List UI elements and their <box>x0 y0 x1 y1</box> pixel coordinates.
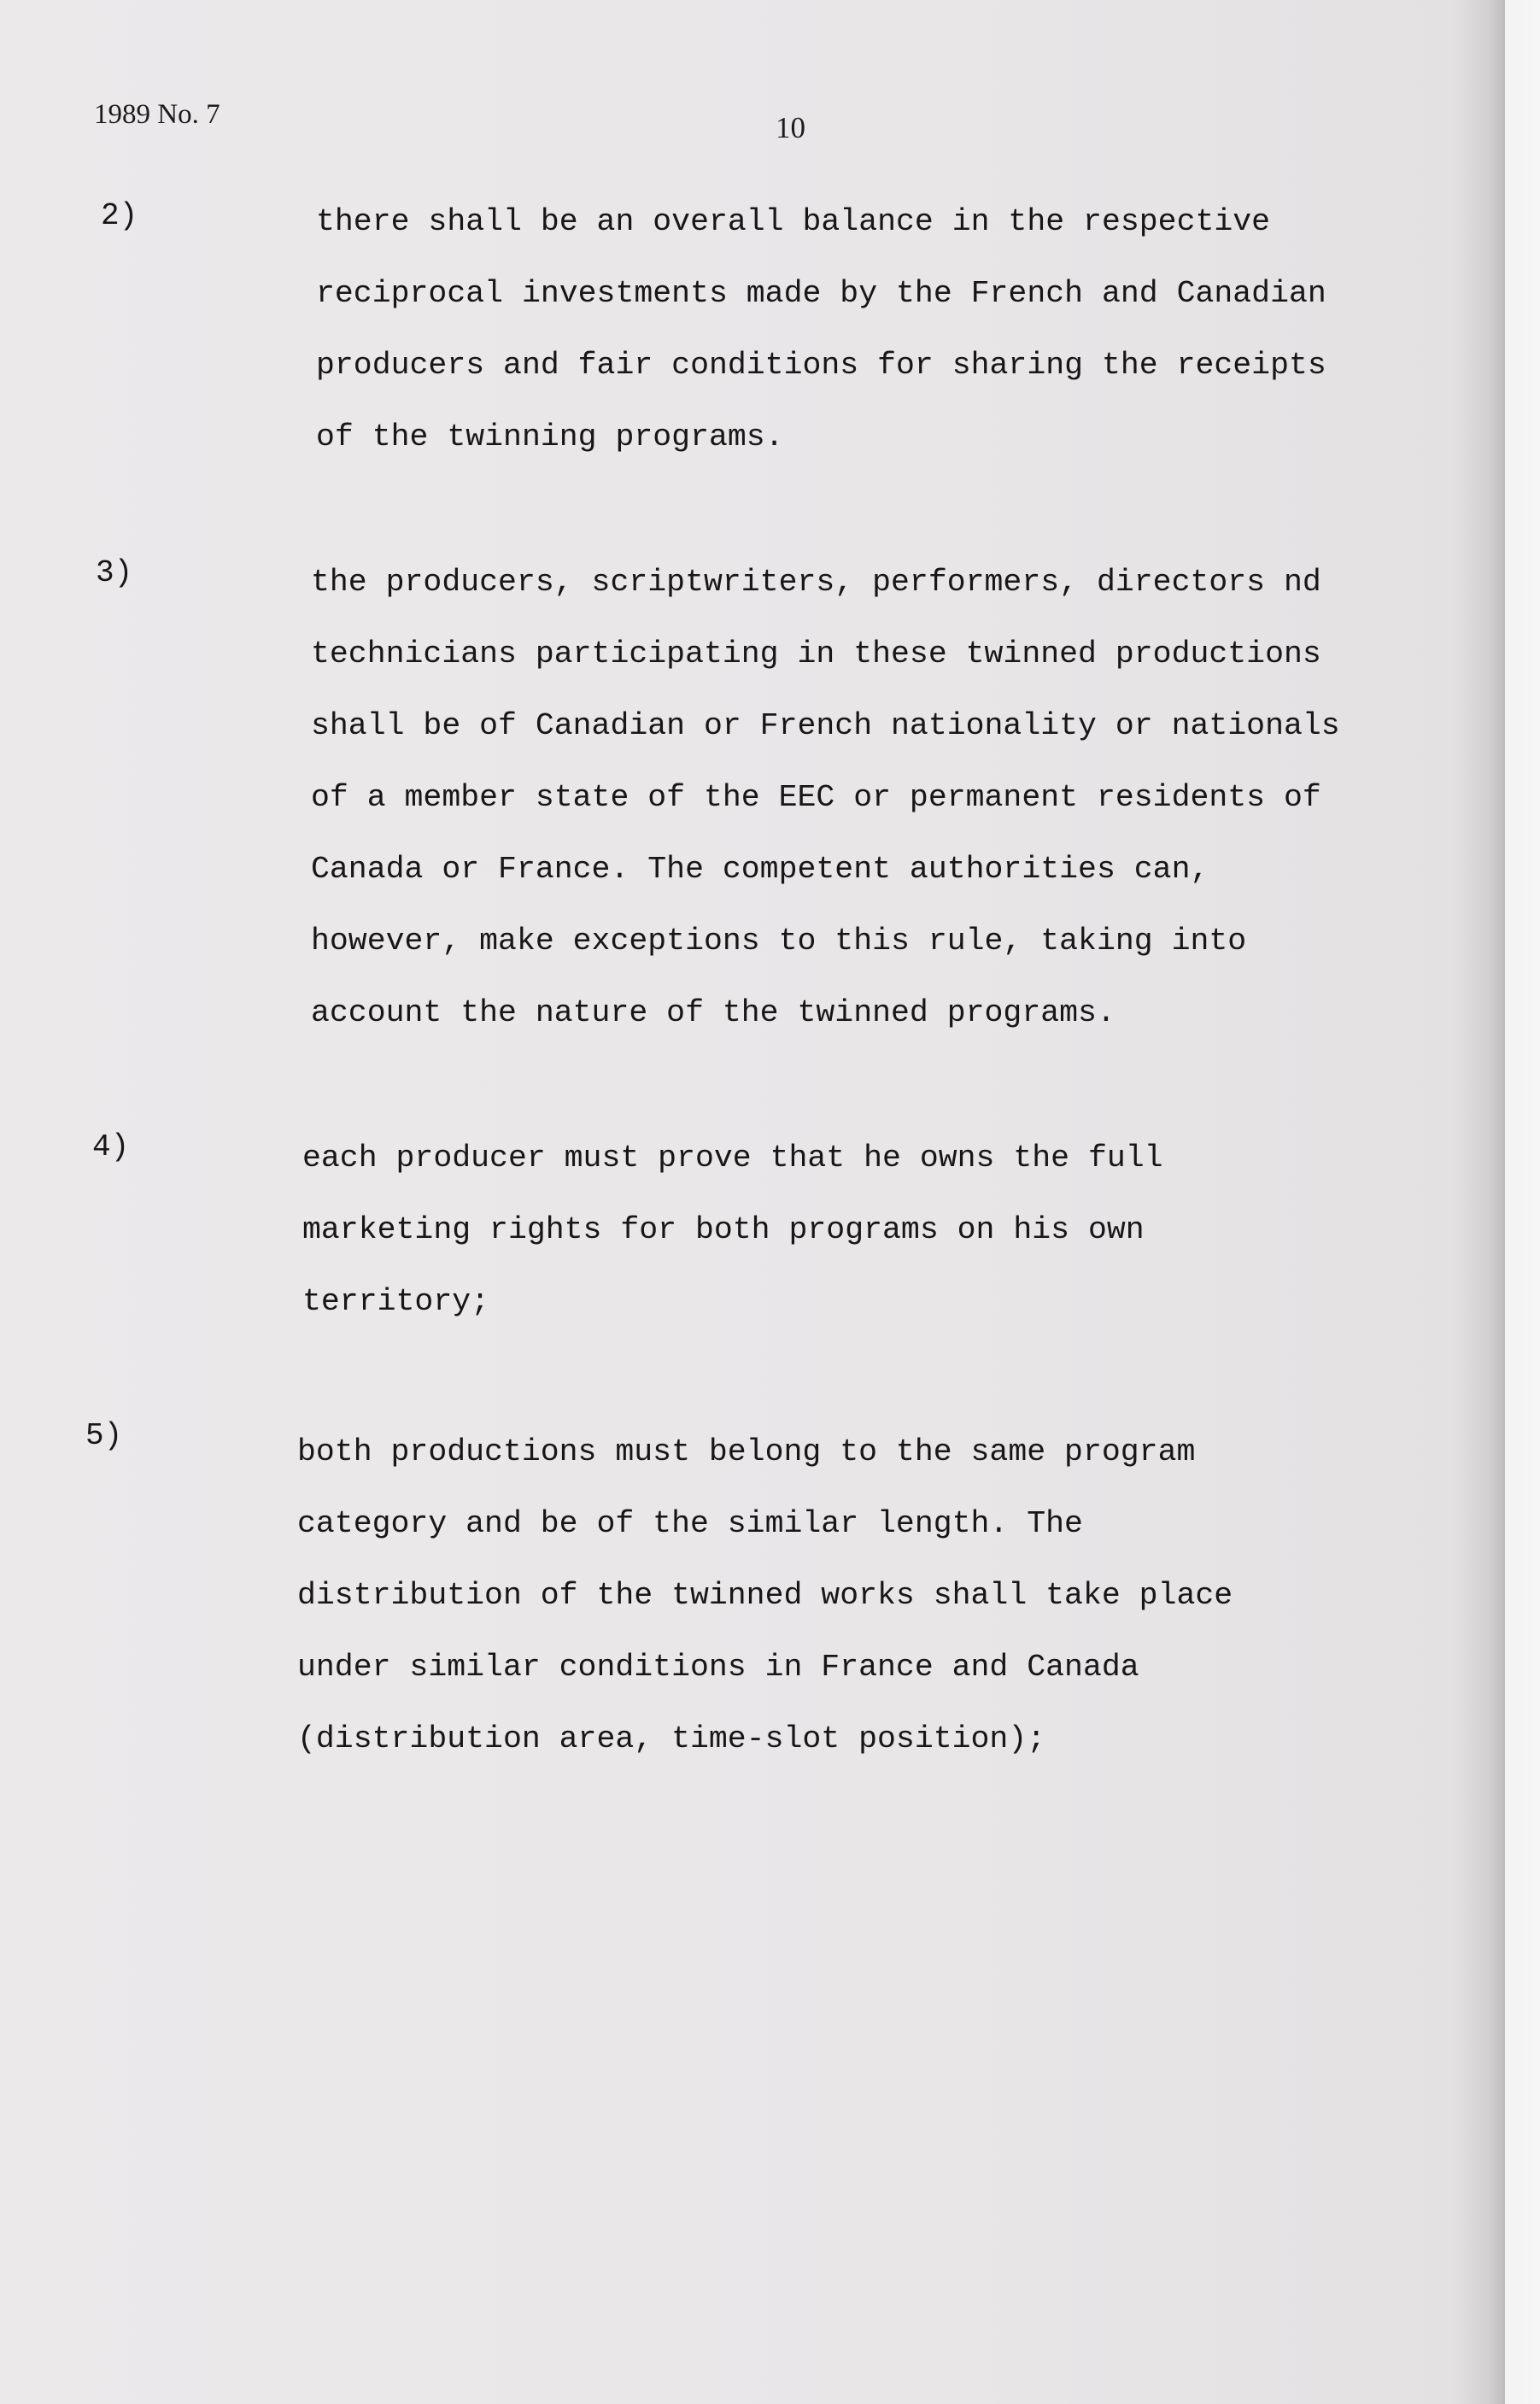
page-number: 10 <box>776 111 805 144</box>
item-paragraph <box>311 547 1340 1049</box>
paragraph-line: (distribution area, time-slot position); <box>297 1721 1046 1756</box>
paragraph-line: Canada or France. The competent authorities can, <box>311 852 1209 887</box>
paragraph-line: marketing rights for both programs on his own <box>302 1212 1145 1247</box>
item-number: 2) <box>101 198 138 233</box>
item-number: 5) <box>85 1418 123 1453</box>
binding-shadow <box>1452 0 1503 2404</box>
item-paragraph <box>297 1416 1233 1775</box>
item-number: 3) <box>96 555 133 590</box>
paragraph-line: producers and fair conditions for sharing the receipts <box>316 348 1326 383</box>
paragraph-line: of a member state of the EEC or permanent residents of <box>311 780 1321 815</box>
paragraph-line: of the twinning programs. <box>316 419 784 454</box>
item-number: 4) <box>92 1129 130 1164</box>
item-paragraph <box>302 1123 1163 1338</box>
paragraph-line: the producers, scriptwriters, performers, directors nd <box>311 565 1321 600</box>
paragraph-line: both productions must belong to the same program <box>297 1434 1196 1469</box>
item-paragraph <box>316 186 1326 473</box>
paragraph-line: territory; <box>302 1284 490 1319</box>
document-reference: 1989 No. 7 <box>94 99 220 130</box>
paragraph-line: however, make exceptions to this rule, taking into <box>311 923 1247 959</box>
paragraph-line: under similar conditions in France and Canada <box>297 1650 1139 1685</box>
paragraph-line: technicians participating in these twinned productions <box>311 636 1321 671</box>
adjacent-page-edge <box>1503 0 1540 2404</box>
paragraph-line: category and be of the similar length. The <box>297 1506 1083 1541</box>
paragraph-line: distribution of the twinned works shall take place <box>297 1578 1233 1613</box>
paragraph-line: each producer must prove that he owns the full <box>302 1140 1163 1176</box>
paragraph-line: shall be of Canadian or French nationality or nationals <box>311 708 1340 743</box>
paragraph-line: account the nature of the twinned programs. <box>311 995 1115 1030</box>
paragraph-line: there shall be an overall balance in the respective <box>316 204 1271 239</box>
paragraph-line: reciprocal investments made by the French and Canadian <box>316 276 1326 311</box>
